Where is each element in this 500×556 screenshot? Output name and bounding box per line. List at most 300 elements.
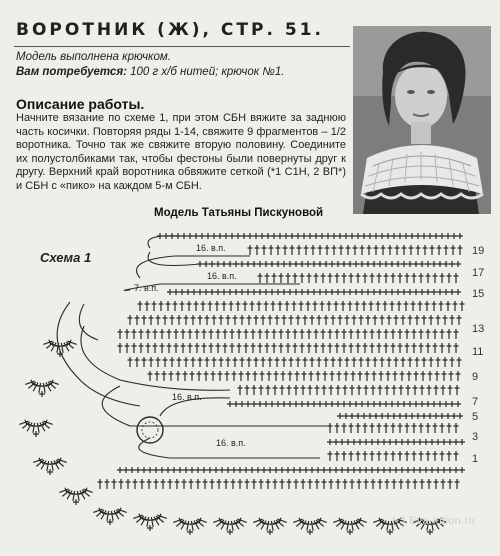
- double-crochet-symbol: [309, 371, 314, 381]
- single-crochet-symbol: [375, 467, 381, 473]
- single-crochet-symbol: [177, 467, 183, 473]
- single-crochet-symbol: [393, 439, 399, 445]
- double-crochet-symbol: [297, 245, 302, 255]
- single-crochet-symbol: [401, 289, 407, 295]
- double-crochet-symbol: [416, 245, 421, 255]
- single-crochet-symbol: [221, 289, 227, 295]
- single-crochet-symbol: [393, 467, 399, 473]
- double-crochet-symbol: [132, 513, 143, 521]
- double-crochet-symbol: [427, 479, 432, 489]
- double-crochet-symbol: [217, 479, 222, 489]
- double-crochet-symbol: [391, 273, 396, 283]
- double-crochet-symbol: [278, 301, 283, 311]
- double-crochet-symbol: [146, 329, 151, 339]
- double-crochet-symbol: [153, 343, 158, 353]
- double-crochet-symbol: [252, 479, 257, 489]
- double-crochet-symbol: [397, 301, 402, 311]
- double-crochet-symbol: [419, 343, 424, 353]
- double-crochet-symbol: [408, 357, 413, 367]
- single-crochet-symbol: [347, 529, 353, 535]
- single-crochet-symbol: [275, 289, 281, 295]
- single-crochet-symbol: [419, 289, 425, 295]
- double-crochet-symbol: [222, 301, 227, 311]
- double-crochet-symbol: [223, 343, 228, 353]
- double-crochet-symbol: [268, 357, 273, 367]
- double-crochet-symbol: [423, 245, 428, 255]
- single-crochet-symbol: [335, 289, 341, 295]
- double-crochet-symbol: [205, 315, 210, 325]
- double-crochet-symbol: [231, 479, 236, 489]
- double-crochet-symbol: [426, 451, 431, 461]
- double-crochet-symbol: [402, 245, 407, 255]
- single-crochet-symbol: [429, 467, 435, 473]
- double-crochet-symbol: [433, 329, 438, 339]
- double-crochet-symbol: [195, 329, 200, 339]
- double-crochet-symbol: [198, 357, 203, 367]
- double-crochet-symbol: [212, 517, 223, 525]
- double-crochet-symbol: [366, 315, 371, 325]
- double-crochet-symbol: [275, 357, 280, 367]
- double-crochet-symbol: [254, 357, 259, 367]
- double-crochet-symbol: [405, 451, 410, 461]
- double-crochet-symbol: [334, 301, 339, 311]
- single-crochet-symbol: [351, 439, 357, 445]
- double-crochet-symbol: [223, 329, 228, 339]
- double-crochet-symbol: [118, 343, 123, 353]
- double-crochet-symbol: [436, 315, 441, 325]
- double-crochet-symbol: [42, 419, 53, 427]
- double-crochet-symbol: [183, 371, 188, 381]
- row-number: 5: [472, 411, 479, 423]
- double-crochet-symbol: [401, 357, 406, 367]
- double-crochet-symbol: [288, 371, 293, 381]
- double-crochet-symbol: [426, 329, 431, 339]
- double-crochet-symbol: [440, 329, 445, 339]
- single-crochet-symbol: [333, 439, 339, 445]
- double-crochet-symbol: [174, 329, 179, 339]
- double-crochet-symbol: [261, 357, 266, 367]
- double-crochet-symbol: [335, 273, 340, 283]
- single-crochet-symbol: [201, 467, 207, 473]
- single-crochet-symbol: [359, 289, 365, 295]
- double-crochet-symbol: [457, 315, 462, 325]
- single-crochet-symbol: [397, 413, 403, 419]
- double-crochet-symbol: [356, 273, 361, 283]
- single-crochet-symbol: [261, 467, 267, 473]
- materials-intro: Модель выполнена крючком.: [16, 51, 171, 63]
- double-crochet-symbol: [383, 301, 388, 311]
- double-crochet-symbol: [364, 479, 369, 489]
- double-crochet-symbol: [300, 343, 305, 353]
- double-crochet-symbol: [230, 329, 235, 339]
- double-crochet-symbol: [342, 343, 347, 353]
- single-crochet-symbol: [351, 467, 357, 473]
- double-crochet-symbol: [190, 371, 195, 381]
- watermark: (c) Eva-lution.ru: [392, 515, 475, 527]
- single-crochet-symbol: [341, 401, 347, 407]
- double-crochet-symbol: [308, 479, 313, 489]
- double-crochet-symbol: [275, 315, 280, 325]
- single-crochet-symbol: [275, 401, 281, 407]
- double-crochet-symbol: [260, 371, 265, 381]
- double-crochet-symbol: [299, 301, 304, 311]
- materials-block: [16, 50, 284, 80]
- center-ring: [137, 417, 163, 443]
- double-crochet-symbol: [156, 357, 161, 367]
- double-crochet-symbol: [394, 357, 399, 367]
- double-crochet-symbol: [419, 451, 424, 461]
- double-crochet-symbol: [307, 343, 312, 353]
- double-crochet-symbol: [306, 301, 311, 311]
- single-crochet-symbol: [267, 529, 273, 535]
- double-crochet-symbol: [125, 329, 130, 339]
- double-crochet-symbol: [307, 329, 312, 339]
- double-crochet-symbol: [385, 479, 390, 489]
- single-crochet-symbol: [415, 413, 421, 419]
- double-crochet-symbol: [327, 301, 332, 311]
- single-crochet-symbol: [387, 467, 393, 473]
- double-crochet-symbol: [324, 315, 329, 325]
- single-crochet-symbol: [425, 401, 431, 407]
- double-crochet-symbol: [112, 479, 117, 489]
- double-crochet-symbol: [261, 315, 266, 325]
- single-crochet-symbol: [215, 289, 221, 295]
- single-crochet-symbol: [273, 467, 279, 473]
- double-crochet-symbol: [371, 385, 376, 395]
- double-crochet-symbol: [177, 357, 182, 367]
- double-crochet-symbol: [349, 343, 354, 353]
- single-crochet-symbol: [311, 401, 317, 407]
- double-crochet-symbol: [145, 301, 150, 311]
- double-crochet-symbol: [264, 301, 269, 311]
- single-crochet-symbol: [357, 439, 363, 445]
- double-crochet-symbol: [422, 357, 427, 367]
- single-crochet-symbol: [249, 467, 255, 473]
- double-crochet-symbol: [295, 371, 300, 381]
- row-numbers: [472, 245, 484, 465]
- double-crochet-symbol: [345, 357, 350, 367]
- single-crochet-symbol: [451, 413, 457, 419]
- double-crochet-symbol: [370, 329, 375, 339]
- double-crochet-symbol: [188, 329, 193, 339]
- double-crochet-symbol: [335, 451, 340, 461]
- double-crochet-symbol: [205, 357, 210, 367]
- single-crochet-symbol: [227, 529, 233, 535]
- double-crochet-symbol: [338, 315, 343, 325]
- double-crochet-symbol: [372, 517, 383, 525]
- double-crochet-symbol: [293, 329, 298, 339]
- single-crochet-symbol: [431, 289, 437, 295]
- double-crochet-symbol: [268, 315, 273, 325]
- double-crochet-symbol: [398, 273, 403, 283]
- double-crochet-symbol: [308, 385, 313, 395]
- double-crochet-symbol: [142, 357, 147, 367]
- single-crochet-symbol: [407, 289, 413, 295]
- double-crochet-symbol: [364, 385, 369, 395]
- double-crochet-symbol: [440, 273, 445, 283]
- single-crochet-symbol: [195, 467, 201, 473]
- double-crochet-symbol: [307, 273, 312, 283]
- single-crochet-symbol: [359, 401, 365, 407]
- single-crochet-symbol: [225, 467, 231, 473]
- double-crochet-symbol: [421, 371, 426, 381]
- double-crochet-symbol: [262, 245, 267, 255]
- single-crochet-symbol: [379, 413, 385, 419]
- materials-needed: [16, 65, 284, 80]
- double-crochet-symbol: [292, 301, 297, 311]
- single-crochet-symbol: [433, 413, 439, 419]
- single-crochet-symbol: [365, 289, 371, 295]
- double-crochet-symbol: [358, 371, 363, 381]
- double-crochet-symbol: [170, 315, 175, 325]
- double-crochet-symbol: [413, 479, 418, 489]
- single-crochet-symbol: [245, 401, 251, 407]
- double-crochet-symbol: [380, 315, 385, 325]
- double-crochet-symbol: [363, 423, 368, 433]
- double-crochet-symbol: [352, 357, 357, 367]
- double-crochet-symbol: [216, 343, 221, 353]
- double-crochet-symbol: [330, 371, 335, 381]
- double-crochet-symbol: [233, 315, 238, 325]
- single-crochet-symbol: [447, 439, 453, 445]
- double-crochet-symbol: [427, 385, 432, 395]
- double-crochet-symbol: [440, 343, 445, 353]
- single-crochet-symbol: [383, 289, 389, 295]
- single-crochet-symbol: [453, 439, 459, 445]
- single-crochet-symbol: [263, 401, 269, 407]
- double-crochet-symbol: [210, 479, 215, 489]
- double-crochet-symbol: [239, 371, 244, 381]
- double-crochet-symbol: [359, 357, 364, 367]
- double-crochet-symbol: [343, 479, 348, 489]
- double-crochet-symbol: [362, 301, 367, 311]
- double-crochet-symbol: [412, 343, 417, 353]
- double-crochet-symbol: [148, 371, 153, 381]
- double-crochet-symbol: [244, 343, 249, 353]
- double-crochet-symbol: [317, 315, 322, 325]
- double-crochet-symbol: [447, 329, 452, 339]
- double-crochet-symbol: [48, 379, 59, 387]
- double-crochet-symbol: [331, 357, 336, 367]
- double-crochet-symbol: [405, 343, 410, 353]
- double-crochet-symbol: [140, 479, 145, 489]
- double-crochet-symbol: [363, 273, 368, 283]
- double-crochet-symbol: [135, 357, 140, 367]
- double-crochet-symbol: [454, 451, 459, 461]
- double-crochet-symbol: [342, 423, 347, 433]
- double-crochet-symbol: [139, 329, 144, 339]
- double-crochet-symbol: [447, 423, 452, 433]
- double-crochet-symbol: [420, 385, 425, 395]
- double-crochet-symbol: [328, 343, 333, 353]
- double-crochet-symbol: [293, 273, 298, 283]
- double-crochet-symbol: [316, 517, 327, 525]
- single-crochet-symbol: [173, 289, 179, 295]
- double-crochet-symbol: [286, 329, 291, 339]
- single-crochet-symbol: [353, 401, 359, 407]
- single-crochet-symbol: [421, 413, 427, 419]
- double-crochet-symbol: [391, 423, 396, 433]
- double-crochet-symbol: [373, 357, 378, 367]
- single-crochet-symbol: [329, 401, 335, 407]
- double-crochet-symbol: [233, 357, 238, 367]
- single-crochet-symbol: [403, 413, 409, 419]
- double-crochet-symbol: [324, 357, 329, 367]
- double-crochet-symbol: [451, 245, 456, 255]
- double-crochet-symbol: [236, 301, 241, 311]
- double-crochet-symbol: [152, 301, 157, 311]
- double-crochet-symbol: [392, 479, 397, 489]
- double-crochet-symbol: [412, 273, 417, 283]
- double-crochet-symbol: [356, 343, 361, 353]
- single-crochet-symbol: [455, 289, 461, 295]
- double-crochet-symbol: [265, 273, 270, 283]
- single-crochet-symbol: [167, 289, 173, 295]
- double-crochet-symbol: [314, 329, 319, 339]
- single-crochet-symbol: [323, 289, 329, 295]
- single-crochet-symbol: [429, 439, 435, 445]
- row-number: 19: [472, 245, 485, 257]
- double-crochet-symbol: [315, 479, 320, 489]
- double-crochet-symbol: [337, 371, 342, 381]
- single-crochet-symbol: [239, 289, 245, 295]
- double-crochet-symbol: [419, 329, 424, 339]
- double-crochet-symbol: [296, 315, 301, 325]
- single-crochet-symbol: [321, 467, 327, 473]
- double-crochet-symbol: [328, 423, 333, 433]
- single-crochet-symbol: [459, 439, 465, 445]
- single-crochet-symbol: [135, 467, 141, 473]
- double-crochet-symbol: [236, 517, 247, 525]
- single-crochet-symbol: [267, 467, 273, 473]
- double-crochet-symbol: [407, 371, 412, 381]
- double-crochet-symbol: [443, 357, 448, 367]
- double-crochet-symbol: [386, 371, 391, 381]
- double-crochet-symbol: [371, 479, 376, 489]
- double-crochet-symbol: [283, 245, 288, 255]
- single-crochet-symbol: [307, 529, 313, 535]
- double-crochet-symbol: [335, 329, 340, 339]
- double-crochet-symbol: [457, 357, 462, 367]
- single-crochet-symbol: [129, 467, 135, 473]
- single-crochet-symbol: [369, 439, 375, 445]
- single-crochet-symbol: [453, 467, 459, 473]
- double-crochet-symbol: [377, 451, 382, 461]
- double-crochet-symbol: [155, 371, 160, 381]
- double-crochet-symbol: [279, 343, 284, 353]
- single-crochet-symbol: [439, 413, 445, 419]
- double-crochet-symbol: [208, 301, 213, 311]
- model-photo: [353, 26, 491, 214]
- double-crochet-symbol: [338, 357, 343, 367]
- single-crochet-symbol: [363, 439, 369, 445]
- double-crochet-symbol: [172, 517, 183, 525]
- double-crochet-symbol: [265, 329, 270, 339]
- single-crochet-symbol: [117, 467, 123, 473]
- single-crochet-symbol: [357, 467, 363, 473]
- double-crochet-symbol: [336, 385, 341, 395]
- single-crochet-symbol: [285, 467, 291, 473]
- double-crochet-symbol: [433, 273, 438, 283]
- single-crochet-symbol: [293, 289, 299, 295]
- double-crochet-symbol: [357, 385, 362, 395]
- double-crochet-symbol: [189, 479, 194, 489]
- double-crochet-symbol: [184, 357, 189, 367]
- double-crochet-symbol: [429, 357, 434, 367]
- single-crochet-symbol: [443, 401, 449, 407]
- single-crochet-symbol: [347, 289, 353, 295]
- double-crochet-symbol: [315, 385, 320, 395]
- double-crochet-symbol: [286, 273, 291, 283]
- double-crochet-symbol: [430, 245, 435, 255]
- double-crochet-symbol: [276, 245, 281, 255]
- double-crochet-symbol: [391, 343, 396, 353]
- double-crochet-symbol: [248, 245, 253, 255]
- single-crochet-symbol: [209, 289, 215, 295]
- double-crochet-symbol: [188, 343, 193, 353]
- double-crochet-symbol: [343, 385, 348, 395]
- double-crochet-symbol: [159, 301, 164, 311]
- single-crochet-symbol: [345, 439, 351, 445]
- double-crochet-symbol: [399, 385, 404, 395]
- crochet-scheme: [0, 230, 500, 556]
- double-crochet-symbol: [378, 385, 383, 395]
- double-crochet-symbol: [454, 329, 459, 339]
- single-crochet-symbol: [391, 413, 397, 419]
- double-crochet-symbol: [135, 315, 140, 325]
- double-crochet-symbol: [300, 273, 305, 283]
- double-crochet-symbol: [377, 329, 382, 339]
- single-crochet-symbol: [435, 439, 441, 445]
- single-crochet-symbol: [335, 401, 341, 407]
- materials-value: 100 г х/б нитей; крючок №1.: [126, 66, 285, 78]
- single-crochet-symbol: [445, 413, 451, 419]
- double-crochet-symbol: [133, 479, 138, 489]
- double-crochet-symbol: [454, 343, 459, 353]
- single-crochet-symbol: [305, 289, 311, 295]
- double-crochet-symbol: [254, 315, 259, 325]
- double-crochet-symbol: [259, 479, 264, 489]
- double-crochet-symbol: [435, 371, 440, 381]
- single-crochet-symbol: [299, 289, 305, 295]
- double-crochet-symbol: [420, 479, 425, 489]
- double-crochet-symbol: [329, 479, 334, 489]
- double-crochet-symbol: [398, 451, 403, 461]
- double-crochet-symbol: [202, 329, 207, 339]
- double-crochet-symbol: [181, 329, 186, 339]
- single-crochet-symbol: [183, 467, 189, 473]
- double-crochet-symbol: [393, 371, 398, 381]
- double-crochet-symbol: [405, 423, 410, 433]
- double-crochet-symbol: [32, 457, 43, 465]
- double-crochet-symbol: [272, 343, 277, 353]
- double-crochet-symbol: [412, 451, 417, 461]
- single-crochet-symbol: [207, 467, 213, 473]
- single-crochet-symbol: [333, 467, 339, 473]
- double-crochet-symbol: [440, 423, 445, 433]
- single-crochet-symbol: [455, 401, 461, 407]
- double-crochet-symbol: [392, 385, 397, 395]
- double-crochet-symbol: [258, 343, 263, 353]
- title-rule: [14, 46, 350, 47]
- double-crochet-symbol: [415, 315, 420, 325]
- double-crochet-symbol: [412, 329, 417, 339]
- double-crochet-symbol: [454, 273, 459, 283]
- double-crochet-symbol: [352, 315, 357, 325]
- single-crochet-symbol: [369, 467, 375, 473]
- single-crochet-symbol: [377, 401, 383, 407]
- double-crochet-symbol: [317, 357, 322, 367]
